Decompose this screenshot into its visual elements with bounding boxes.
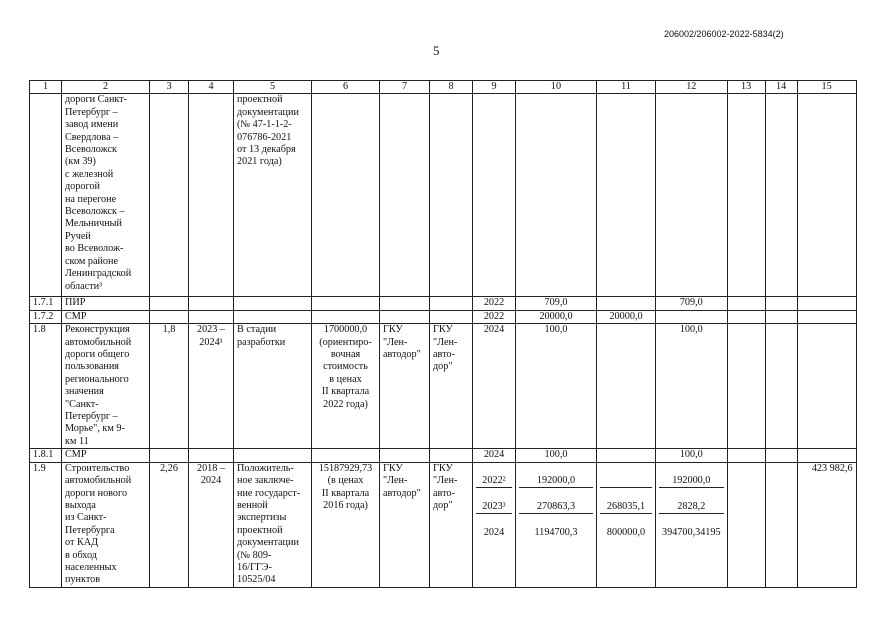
header-cell: 11 [597, 81, 656, 94]
amount-cell: 709,0 [516, 297, 597, 310]
header-cell: 2 [62, 81, 150, 94]
header-row [30, 81, 857, 94]
table-row-1-7-2 [30, 310, 857, 323]
amount-cell: 100,0 [656, 449, 728, 462]
document-id: 206002/206002-2022-5834(2) [664, 29, 784, 39]
amount-cell: 270863,3 [519, 501, 593, 514]
object-name-cell: СМР [62, 310, 150, 323]
amount-cell [600, 475, 652, 488]
year-cell: 2024 [473, 449, 516, 462]
amount-cell: 100,0 [516, 324, 597, 449]
header-cell: 9 [473, 81, 516, 94]
header-cell: 8 [430, 81, 473, 94]
object-name-cell: дороги Санкт- Петербург – завод имени Свердлова – Всеволожск (км 39) с железной дорогой на перегоне Всеволожск – Мельничный Ручей во Всеволож- ском районе Ленинградской области³ [62, 94, 150, 297]
table-row-1-8 [30, 324, 857, 449]
col11-subcells [597, 462, 656, 587]
length-cell: 1,8 [150, 324, 189, 449]
header-cell: 5 [234, 81, 312, 94]
header-cell: 15 [797, 81, 856, 94]
amount-cell: 709,0 [656, 297, 728, 310]
year-cell: 2022 [473, 297, 516, 310]
year-subcells [473, 462, 516, 587]
amount-cell: 1194700,3 [534, 526, 578, 538]
customer-cell: ГКУ "Лен- автодор" [380, 324, 430, 449]
docs-cell: проектной документации (№ 47-1-1-2- 076786-2021 от 13 декабря 2021 года) [234, 94, 312, 297]
header-cell: 4 [189, 81, 234, 94]
amount-cell: 192000,0 [659, 475, 724, 488]
amount-cell: 268035,1 [600, 501, 652, 514]
program-table [29, 80, 857, 588]
row-number: 1.9 [30, 462, 62, 587]
amount-cell [656, 310, 728, 323]
row-number: 1.8.1 [30, 449, 62, 462]
row-number: 1.7.2 [30, 310, 62, 323]
year-cell: 2024 [473, 324, 516, 449]
col10-subcells [516, 462, 597, 587]
object-name-cell: Реконструкция автомобильной дороги общего пользования регионального значения "Санкт- Петербург – Морье", км 9- км 11 [62, 324, 150, 449]
table-row-1-7-1 [30, 297, 857, 310]
amount-cell [597, 449, 656, 462]
year-cell: 2022 [473, 310, 516, 323]
developer-cell: ГКУ "Лен- авто- дор" [430, 462, 473, 587]
header-cell: 14 [765, 81, 797, 94]
amount-cell: 800000,0 [606, 526, 646, 538]
amount-cell: 20000,0 [597, 310, 656, 323]
header-cell: 10 [516, 81, 597, 94]
table-row-continuation [30, 94, 857, 297]
amount-cell: 100,0 [516, 449, 597, 462]
table-row-1-9 [30, 462, 857, 587]
amount-cell: 394700,34195 [662, 526, 721, 538]
amount-cell [597, 297, 656, 310]
amount-cell: 20000,0 [516, 310, 597, 323]
amount-cell: 423 982,6 [797, 462, 856, 587]
row-number: 1.8 [30, 324, 62, 449]
header-cell: 3 [150, 81, 189, 94]
object-name-cell: ПИР [62, 297, 150, 310]
developer-cell: ГКУ "Лен- авто- дор" [430, 324, 473, 449]
year-cell: 2023³ [476, 501, 512, 514]
page-number: 5 [433, 43, 440, 58]
year-cell: 2024 [483, 526, 505, 538]
header-cell: 13 [727, 81, 765, 94]
docs-cell: Положитель- ное заключе- ние государст- венной экспертизы проектной документации (№ 809- 16/ГГЭ- 10525/04 [234, 462, 312, 587]
docs-cell: В стадии разработки [234, 324, 312, 449]
table-row-1-8-1 [30, 449, 857, 462]
col12-subcells [656, 462, 728, 587]
amount-cell [597, 324, 656, 449]
object-name-cell: СМР [62, 449, 150, 462]
header-cell: 12 [656, 81, 728, 94]
header-cell: 7 [380, 81, 430, 94]
period-cell: 2023 – 2024¹ [189, 324, 234, 449]
year-cell: 2022² [476, 475, 512, 488]
period-cell: 2018 – 2024 [189, 462, 234, 587]
object-name-cell: Строительство автомобильной дороги нового выхода из Санкт- Петербурга от КАД в обход населенных пунктов [62, 462, 150, 587]
cost-cell: 15187929,73 (в ценах II квартала 2016 года) [312, 462, 380, 587]
header-cell: 6 [312, 81, 380, 94]
amount-cell: 2828,2 [659, 501, 724, 514]
customer-cell: ГКУ "Лен- автодор" [380, 462, 430, 587]
row-number: 1.7.1 [30, 297, 62, 310]
header-cell: 1 [30, 81, 62, 94]
length-cell: 2,26 [150, 462, 189, 587]
amount-cell: 100,0 [656, 324, 728, 449]
cost-cell: 1700000,0 (ориентиро- вочная стоимость в ценах II квартала 2022 года) [312, 324, 380, 449]
amount-cell: 192000,0 [519, 475, 593, 488]
